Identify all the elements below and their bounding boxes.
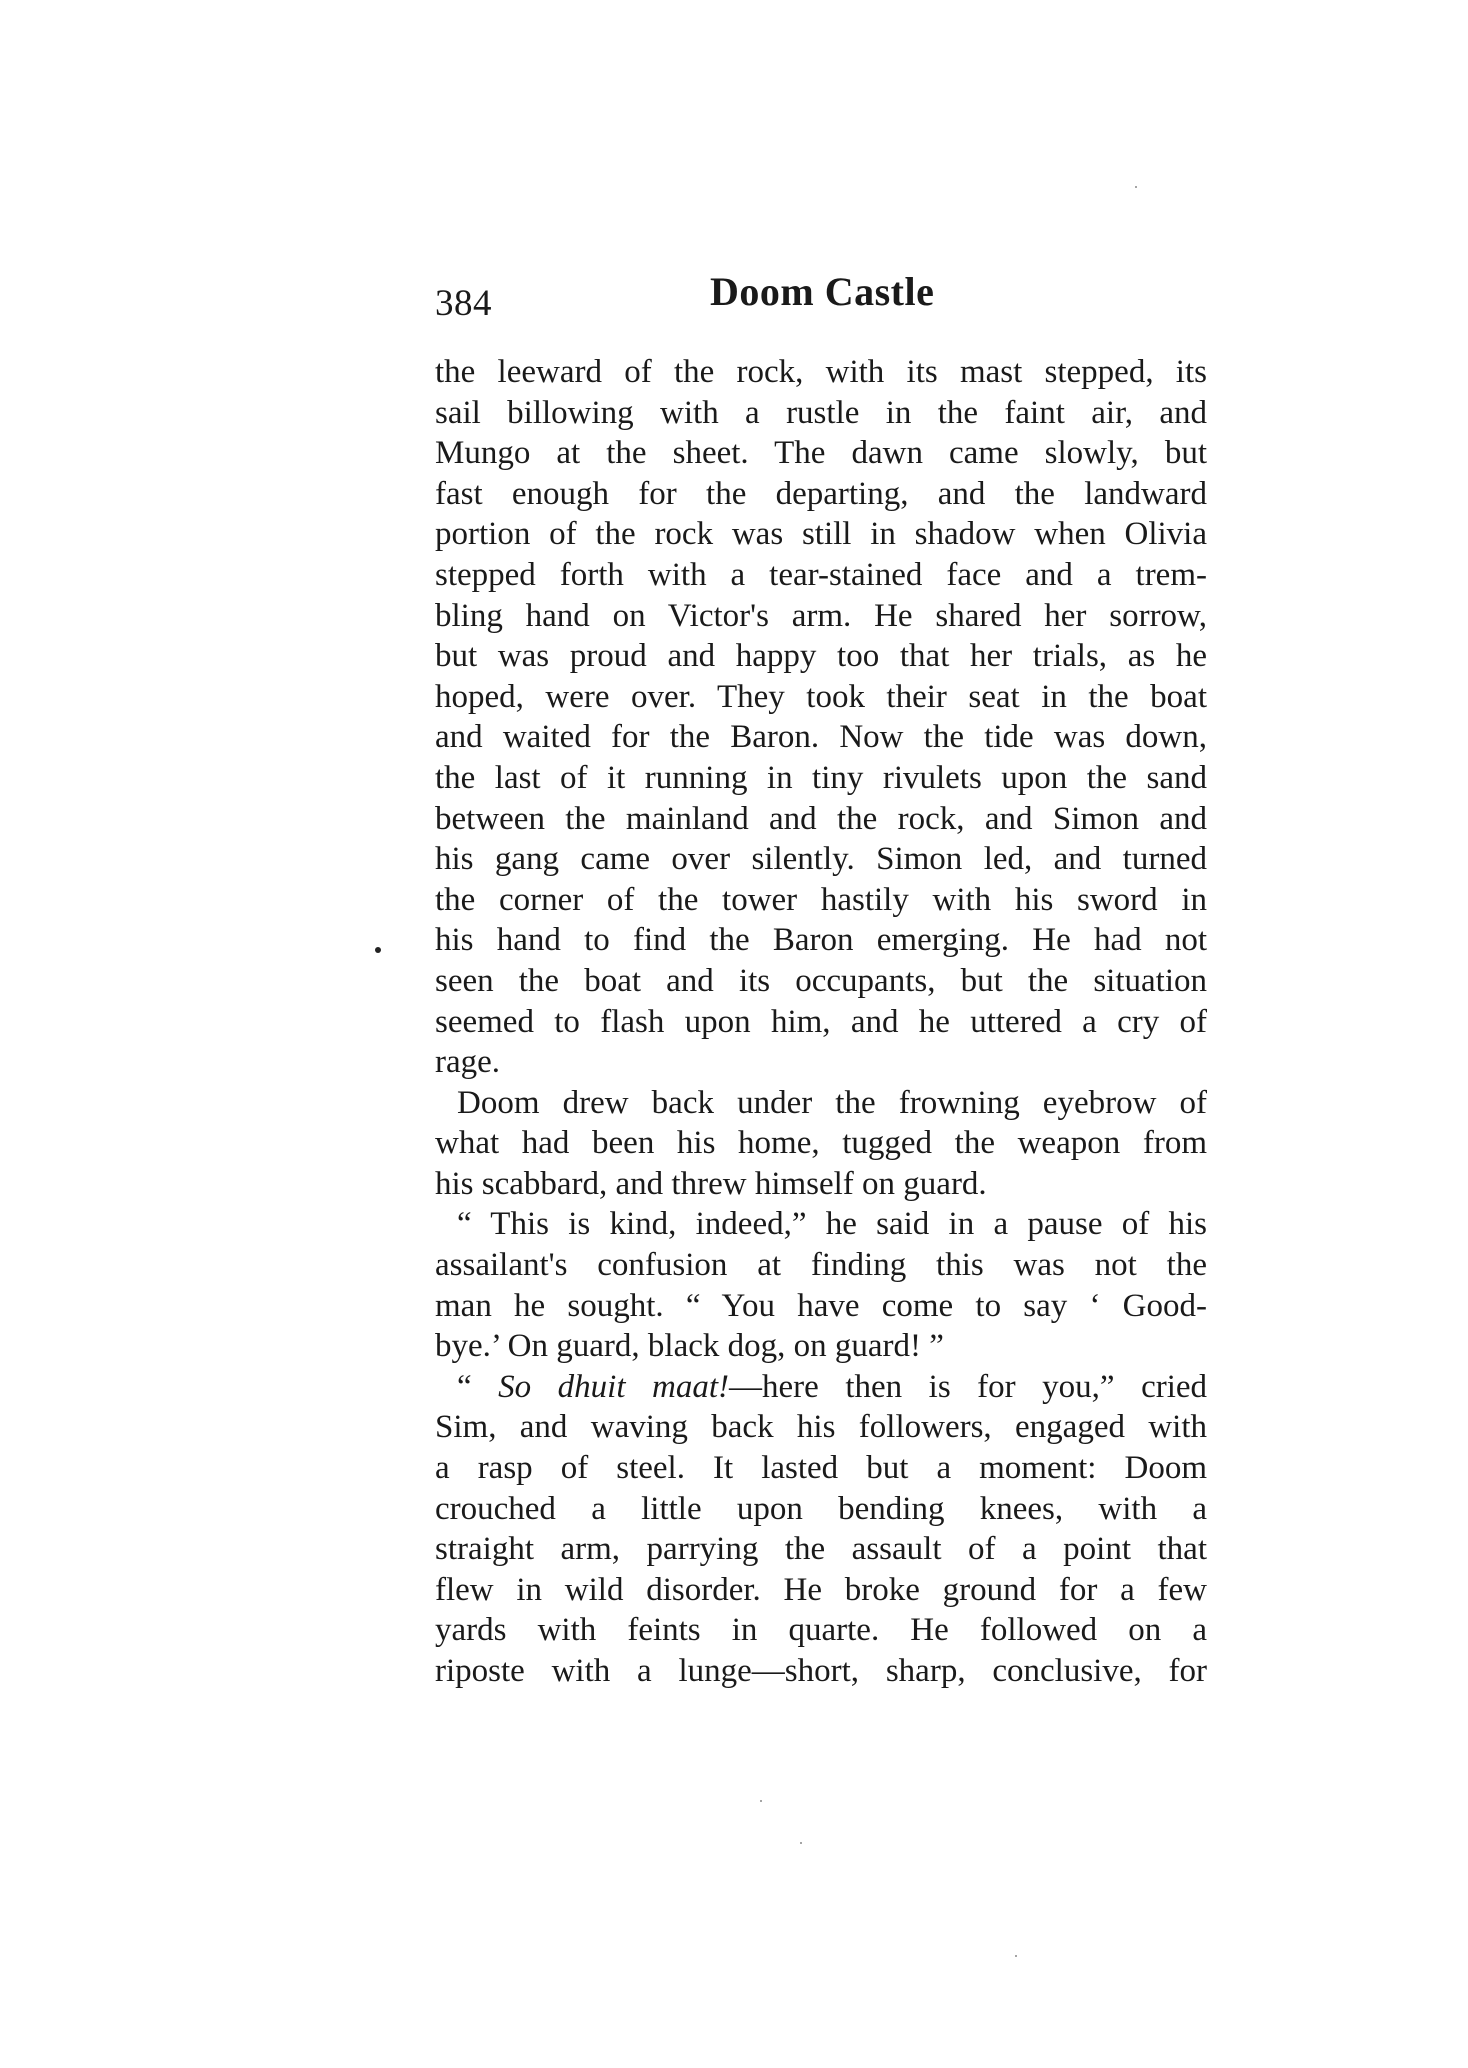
text-line: straight arm, parrying the assault of a point that: [435, 1531, 1207, 1568]
text-line: stepped forth with a tear-stained face and a trem-: [435, 556, 1207, 593]
text-line: assailant's confusion at finding this was not the: [435, 1247, 1207, 1284]
gaelic-phrase: So dhuit maat!: [498, 1368, 730, 1405]
text-line: seen the boat and its occupants, but the situation: [435, 962, 1207, 999]
open-quote: “: [457, 1368, 499, 1405]
text-line: the corner of the tower hastily with his sword in: [435, 881, 1207, 918]
text-line: flew in wild disorder. He broke ground for a few: [435, 1571, 1207, 1608]
text-line: yards with feints in quarte. He followed on a: [435, 1612, 1207, 1649]
text-line: crouched a little upon bending knees, with a: [435, 1490, 1207, 1527]
text-line: bling hand on Victor's arm. He shared her sorrow,: [435, 597, 1207, 634]
text-line: Sim, and waving back his followers, engaged with: [435, 1409, 1207, 1446]
text-line: seemed to flash upon him, and he uttered a cry of: [435, 1003, 1207, 1040]
text-line: his scabbard, and threw himself on guard.: [435, 1165, 987, 1202]
body-text: [435, 352, 1207, 1692]
text-line: between the mainland and the rock, and Simon and: [435, 800, 1207, 837]
text-line: portion of the rock was still in shadow when Olivia: [435, 516, 1207, 553]
text-line: bye.’ On guard, black dog, on guard! ”: [435, 1328, 944, 1365]
text-line: the leeward of the rock, with its mast stepped, its: [435, 354, 1207, 390]
text-line: his hand to find the Baron emerging. He had not: [435, 922, 1207, 959]
paper-speck: [800, 1842, 802, 1844]
running-title: Doom Castle: [710, 269, 935, 314]
text-line: man he sought. “ You have come to say ‘ Good-: [435, 1287, 1207, 1324]
text-line: a rasp of steel. It lasted but a moment: Doom: [435, 1450, 1207, 1487]
paper-speck: [1135, 186, 1137, 188]
page-number: 384: [435, 283, 492, 324]
paper-speck: [1015, 1955, 1017, 1957]
paper-speck: [760, 1800, 762, 1802]
text-line: the last of it running in tiny rivulets upon the sand: [435, 759, 1207, 796]
stray-ink-mark: [375, 947, 381, 953]
text-line: Doom drew back under the frowning eyebrow of: [457, 1084, 1207, 1121]
text-line: his gang came over silently. Simon led, and turned: [435, 841, 1207, 878]
text-line: sail billowing with a rustle in the faint air, and: [435, 394, 1207, 431]
text-line: what had been his home, tugged the weapon from: [435, 1125, 1207, 1162]
text-line: [435, 1367, 1207, 1408]
text-line: fast enough for the departing, and the landward: [435, 475, 1207, 512]
text-line: but was proud and happy too that her trials, as he: [435, 638, 1207, 675]
quote-continuation: —here then is for you,” cried: [729, 1368, 1207, 1405]
text-line: riposte with a lunge—short, sharp, conclusive, for: [435, 1653, 1207, 1689]
text-line: rage.: [435, 1044, 501, 1081]
text-line: “ This is kind, indeed,” he said in a pause of his: [457, 1206, 1207, 1243]
text-line: and waited for the Baron. Now the tide was down,: [435, 719, 1207, 756]
text-line: Mungo at the sheet. The dawn came slowly, but: [435, 435, 1207, 472]
text-line: hoped, were over. They took their seat in the boat: [435, 678, 1207, 715]
page-header: [435, 268, 1215, 338]
